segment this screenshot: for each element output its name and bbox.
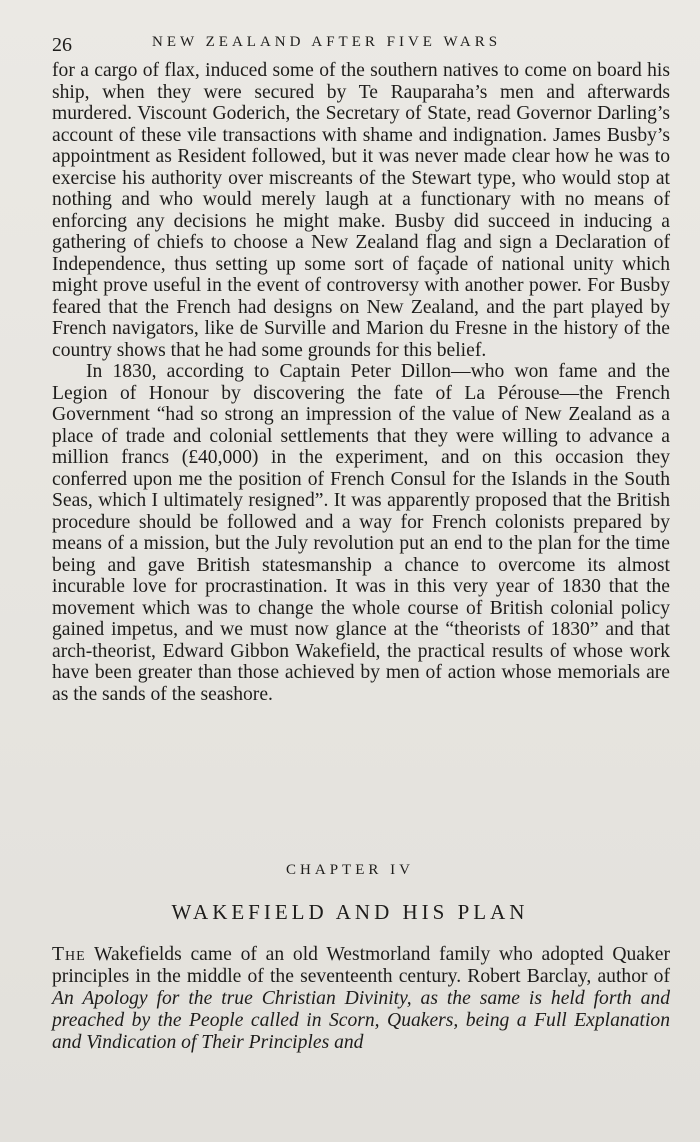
chapter-number: CHAPTER IV (286, 862, 414, 878)
book-title: An Apology for the true Christian Divinity, as the same is held forth and preached by the People called in Scorn, Quakers, being a Full Explanation and Vindication of Their Principles and (52, 988, 670, 1053)
running-head: NEW ZEALAND AFTER FIVE WARS (152, 34, 502, 50)
page-header (52, 30, 672, 60)
paragraph (52, 944, 670, 1054)
chapter-opening-paragraph (52, 944, 670, 1054)
opening-word: The (52, 944, 86, 965)
body-text (52, 60, 670, 705)
paragraph: for a cargo of flax, induced some of the southern natives to come on board his ship, when they were secured by Te Rauparaha’s men and afterwards murdered. Viscount Goderich, the Secretary of State, read Governor Darling’s account of these vile transactions with shame and indignation. James Busby’s appointment as Resident followed, but it was never made clear how he was to exercise his authority over miscreants of the Stewart type, who would stop at nothing and who would merely laugh at a functionary with no means of enforcing any decisions he might make. Busby did succeed in inducing a gathering of chiefs to choose a New Zealand flag and sign a Declaration of Independence, thus setting up some sort of façade of national unity which might prove useful in the event of controversy with another power. For Busby feared that the French had designs on New Zealand, and the part played by French navigators, like de Surville and Marion du Fresne in the history of the country shows that he had some grounds for this belief. (52, 60, 670, 361)
paragraph: In 1830, according to Captain Peter Dillon—who won fame and the Legion of Honour by discovering the fate of La Pérouse—the French Government “had so strong an impression of the value of New Zealand as a place of trade and colonial settlements that they were willing to advance a million francs (£40,000) in the experiment, and on this occasion they conferred upon me the position of French Consul for the Islands in the South Seas, which I ultimately resigned”. It was apparently proposed that the British procedure should be followed and a way for French colonists prepared by means of a mission, but the July revolution put an end to the plan for the time being and gave British statesmanship a chance to overcome its almost incurable love for procrastination. It was in this very year of 1830 that the movement which was to change the whole course of British colonial policy gained impetus, and we must now glance at the “theorists of 1830” and that arch-theorist, Edward Gibbon Wakefield, the practical results of whose work have been greater than those achieved by men of action whose memorials are as the sands of the seashore. (52, 361, 670, 705)
page-number: 26 (52, 34, 72, 56)
paragraph-text: Wakefields came of an old Westmorland family who adopted Quaker principles in the middle of the seventeenth century. Robert Barclay, author of (52, 944, 670, 987)
chapter-title: WAKEFIELD AND HIS PLAN (171, 900, 529, 924)
